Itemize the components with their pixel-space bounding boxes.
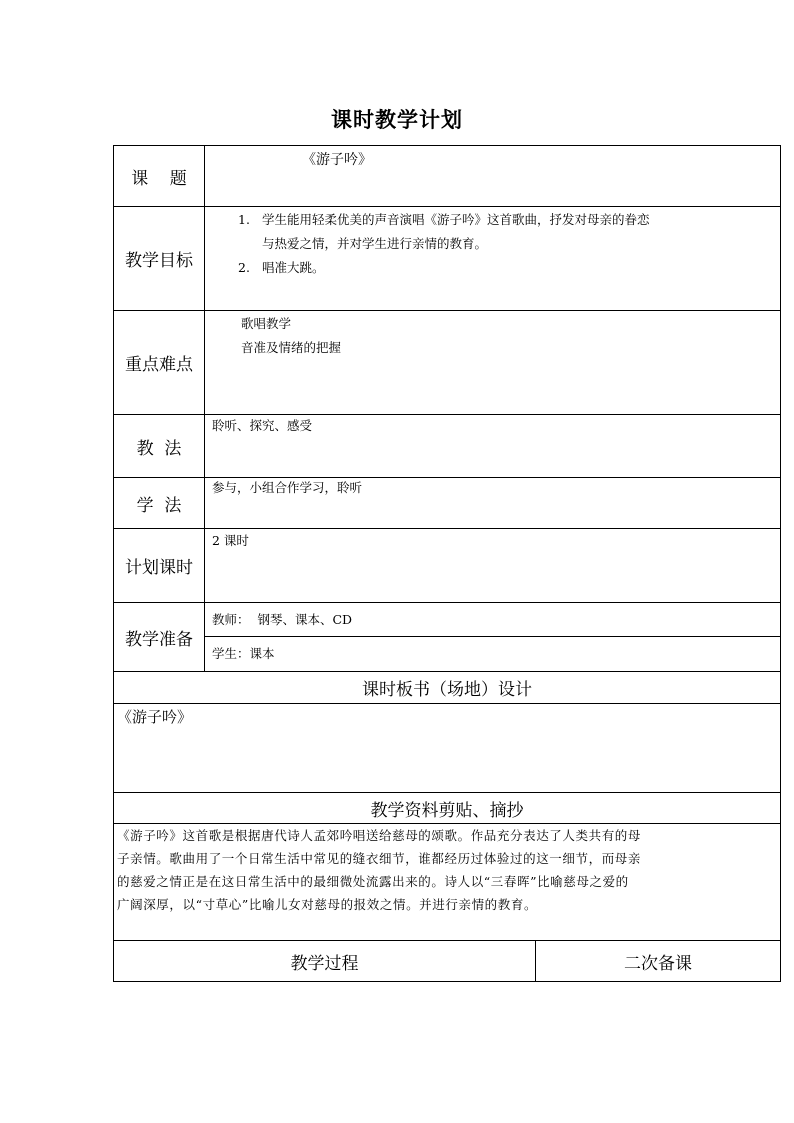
objective-number: 2.: [238, 260, 250, 275]
materials-line: 《游子吟》这首歌是根据唐代诗人孟郊吟唱送给慈母的颂歌。作品充分表达了人类共有的母: [117, 828, 642, 843]
materials-line: 广阔深厚，以“寸草心”比喻儿女对慈母的报效之情。并进行亲情的教育。: [117, 897, 538, 912]
row-divider: [113, 206, 781, 207]
teaching-method-value: 聆听、探究、感受: [212, 418, 313, 433]
preparation-teacher: 教师： 钢琴、课本、CD: [212, 612, 353, 627]
objective-number: 1.: [238, 212, 250, 227]
learning-method-value: 参与，小组合作学习，聆听: [212, 480, 363, 495]
row-divider: [204, 636, 781, 637]
materials-heading: 教学资料剪贴、摘抄: [370, 800, 524, 821]
row-divider: [113, 310, 781, 311]
preparation-label: 教学准备: [125, 629, 193, 650]
objective-item: [238, 208, 778, 232]
materials-line: 子亲情。歌曲用了一个日常生活中常见的缝衣细节，谁都经历过体验过的这一细节，而母亲: [117, 851, 642, 866]
key-point: 歌唱教学: [241, 316, 292, 331]
learning-method-label: 学 法: [136, 495, 182, 516]
objective-text: 与热爱之情，并对学生进行亲情的教育。: [262, 236, 488, 251]
planned-hours-value: 2 课时: [212, 533, 249, 548]
page-title: 课时教学计划: [331, 108, 463, 132]
topic-label: 课 题: [131, 168, 187, 189]
teaching-process-heading: 教学过程: [290, 953, 359, 974]
preparation-student: 学生：课本: [212, 646, 275, 661]
materials-line: 的慈爱之情正是在这日常生活中的最细微处流露出来的。诗人以“三春晖”比喻慈母之爱的: [117, 874, 629, 889]
column-divider: [204, 145, 205, 672]
board-design-content: 《游子吟》: [117, 708, 193, 726]
board-design-heading: 课时板书（场地）设计: [362, 680, 532, 700]
teaching-method-label: 教 法: [136, 438, 182, 459]
topic-value: 《游子吟》: [302, 152, 372, 168]
objective-item: [238, 256, 778, 280]
objective-text: 唱准大跳。: [262, 260, 325, 275]
planned-hours-label: 计划课时: [125, 558, 193, 578]
objective-text: 学生能用轻柔优美的声音演唱《游子吟》这首歌曲，抒发对母亲的眷恋: [262, 212, 650, 227]
objective-item-continued: [262, 232, 778, 256]
row-divider: [113, 703, 781, 704]
key-point: 音准及情绪的把握: [241, 340, 342, 355]
row-divider: [113, 602, 781, 603]
objectives-label: 教学目标: [125, 251, 193, 271]
second-prep-heading: 二次备课: [624, 953, 692, 974]
key-points-label: 重点难点: [125, 355, 193, 375]
